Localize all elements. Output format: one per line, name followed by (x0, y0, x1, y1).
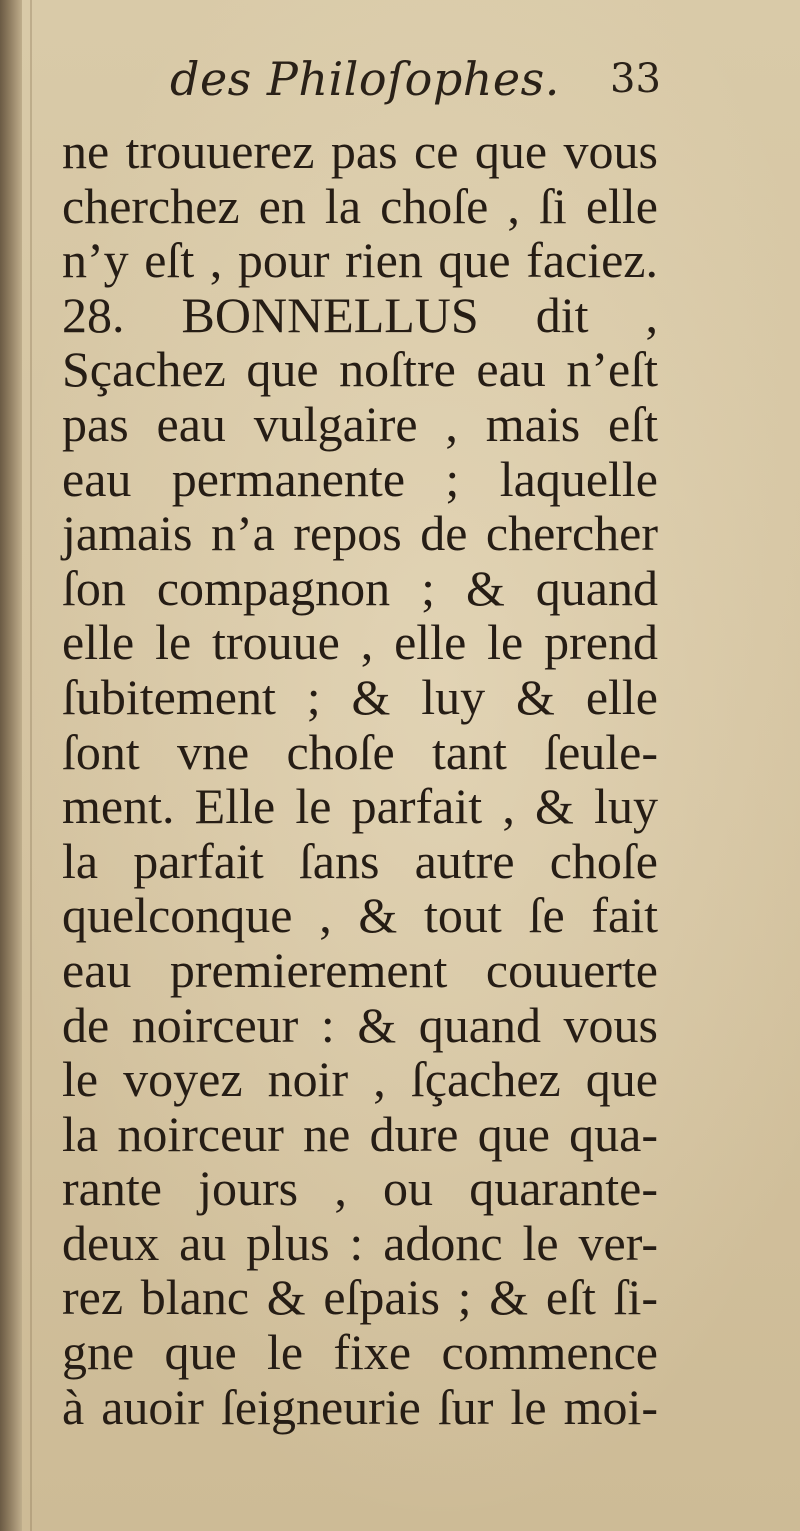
running-title: des Philoſophes. (170, 52, 560, 106)
text-line: deux au plus : adonc le ver- (62, 1214, 658, 1271)
page-gutter (0, 0, 22, 1531)
text-line: le voyez noir , ſçachez que (62, 1051, 658, 1108)
text-line: gne que le fixe commence (62, 1324, 658, 1381)
gutter-shadow (30, 0, 32, 1531)
text-line: cherchez en la choſe , ſi elle (62, 177, 658, 234)
text-line: rez blanc & eſpais ; & eſt ſi- (62, 1269, 658, 1326)
text-line: eau premierement couuerte (62, 941, 658, 998)
text-line: ſont vne choſe tant ſeule- (62, 723, 658, 780)
text-line: de noirceur : & quand vous (62, 996, 658, 1053)
text-line: n’y eſt , pour rien que faciez. (62, 232, 658, 289)
page-number: 33 (610, 56, 661, 102)
text-line: 28. BONNELLUS dit , (62, 286, 658, 343)
text-line: ment. Elle le parfait , & luy (62, 778, 658, 835)
body-text (62, 124, 662, 1434)
text-line: la noirceur ne dure que qua- (62, 1105, 658, 1162)
text-line: ſon compagnon ; & quand (62, 559, 658, 616)
text-line: ſubitement ; & luy & elle (62, 668, 658, 725)
text-line: quelconque , & tout ſe fait (62, 887, 658, 944)
text-line: Sçachez que noſtre eau n’eſt (62, 341, 658, 398)
text-line: pas eau vulgaire , mais eſt (62, 395, 658, 452)
text-line: rante jours , ou quarante- (62, 1160, 658, 1217)
page-header (60, 52, 660, 112)
text-line: ne trouuerez pas ce que vous (62, 123, 658, 179)
text-line: la parfait ſans autre choſe (62, 832, 658, 889)
text-line: elle le trouue , elle le prend (62, 614, 658, 671)
text-line: jamais n’a repos de chercher (62, 505, 658, 562)
text-line: à auoir ſeigneurie ſur le moi- (62, 1378, 658, 1435)
text-line: eau permanente ; laquelle (62, 450, 658, 507)
